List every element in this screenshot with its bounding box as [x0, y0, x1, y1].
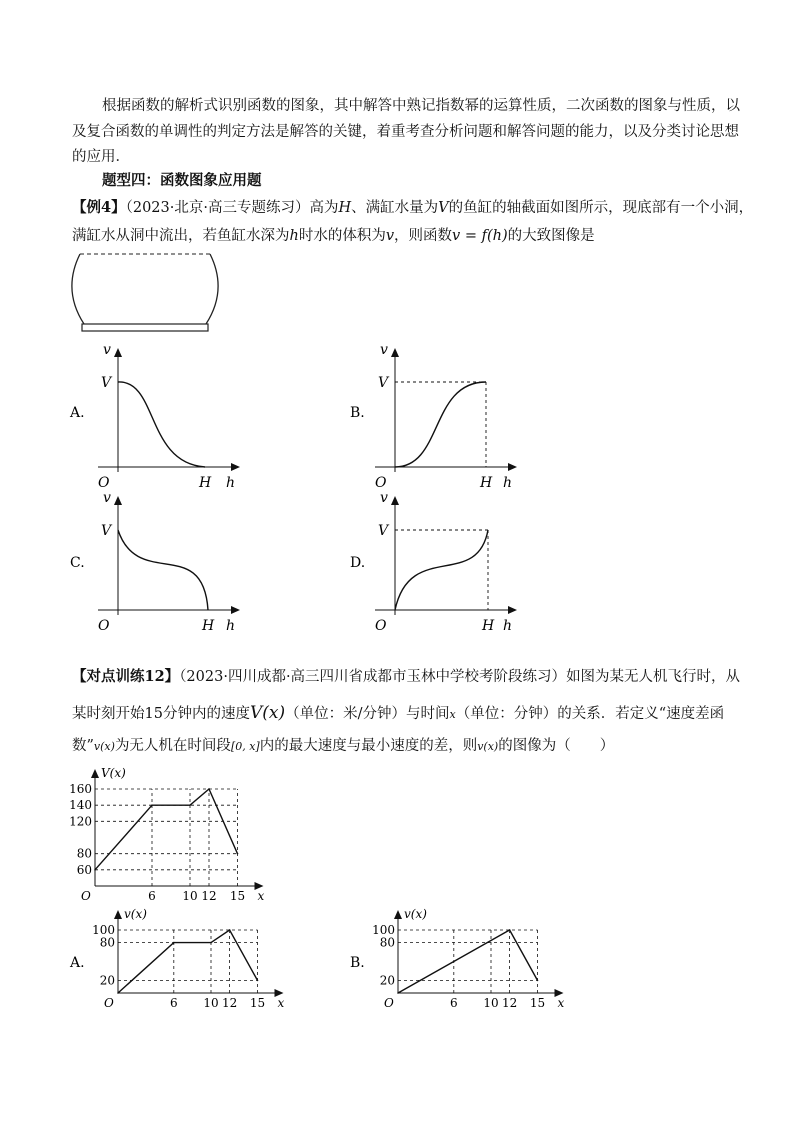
data-point — [189, 804, 191, 806]
intro-line-2: 及复合函数的单调性的判定方法是解答的关键，着重考查分析问题和解答问题的能力，以及分类讨论思想 — [72, 124, 739, 140]
y-axis-label: v — [103, 490, 111, 506]
y-axis-label: v — [103, 342, 111, 358]
y-axis-arrow-icon — [394, 910, 402, 919]
V-of-x: V(x) — [249, 703, 286, 723]
data-point — [229, 929, 231, 931]
x-axis-arrow-icon — [508, 463, 517, 471]
var-x: x — [449, 708, 456, 721]
var-v: v — [385, 228, 395, 244]
x-axis-label: h — [503, 618, 513, 634]
option-letter: B. — [350, 405, 365, 421]
H-tick-label: H — [480, 475, 493, 491]
y-tick-label: 100 — [92, 923, 115, 937]
y-tick-label: 20 — [99, 973, 115, 988]
y-axis-label: v(x) — [124, 907, 147, 921]
example4-text-1b: 、满缸水量为 — [351, 200, 439, 216]
origin-label: O — [98, 618, 110, 634]
example4-source: （2023·北京·高三专题练习） — [125, 200, 310, 216]
data-point — [173, 942, 175, 944]
option-letter: C. — [70, 555, 85, 571]
training12-line-3 — [72, 736, 614, 757]
V-tick-label: V — [101, 375, 112, 391]
x-tick-label: 12 — [221, 996, 238, 1010]
training12-text-3c: 内的最大速度与最小速度的差，则 — [259, 738, 478, 754]
option-curve-a — [118, 382, 205, 467]
H-tick-label: H — [202, 618, 215, 634]
y-axis-label: v — [380, 490, 388, 506]
x-tick-label: 6 — [169, 996, 178, 1010]
x-tick-label: 12 — [201, 889, 217, 903]
y-axis-arrow-icon — [391, 348, 399, 357]
y-axis-arrow-icon — [391, 496, 399, 505]
x-axis-arrow-icon — [231, 606, 240, 614]
training12-text-3d: 的图像为（ ） — [498, 738, 615, 754]
x-tick-label: 15 — [529, 996, 546, 1010]
H-tick-label: H — [482, 618, 495, 634]
y-tick-label: 160 — [69, 782, 92, 796]
x-axis-label: h — [226, 618, 236, 634]
y-tick-label: 120 — [69, 814, 92, 829]
option-curve-c — [118, 530, 208, 610]
training12-line-2 — [72, 703, 724, 725]
example4-line-2 — [72, 226, 595, 246]
x-tick-label: 10 — [203, 996, 219, 1010]
x-axis-arrow-icon — [231, 463, 240, 471]
training12-text-1a: 如图为某无人机飞行时，从 — [566, 669, 741, 685]
training12-source: （2023·四川成都·高三四川省成都市玉林中学校考阶段练习） — [179, 669, 567, 685]
origin-label: O — [375, 475, 387, 491]
y-tick-label: 60 — [76, 862, 92, 877]
example4-option-graphs — [0, 330, 800, 640]
var-h: h — [289, 228, 299, 244]
section-title: 题型四：函数图象应用题 — [102, 172, 262, 189]
data-point — [537, 980, 539, 982]
y-tick-label: 80 — [379, 935, 395, 950]
series-line — [398, 930, 538, 993]
x-tick-label: 6 — [449, 996, 458, 1010]
data-point — [257, 980, 259, 982]
origin-label: O — [98, 475, 110, 491]
example4-text-2d: 的大致图像是 — [507, 228, 595, 244]
data-point — [151, 804, 153, 806]
y-tick-label: 100 — [372, 923, 395, 937]
option-curve-d — [395, 530, 488, 610]
option-letter: A. — [70, 405, 85, 421]
example4-text-1c: 的鱼缸的轴截面如图所示，现底部有一个小洞， — [448, 200, 754, 216]
data-point — [208, 788, 210, 790]
training12-text-3a: 数” — [72, 738, 94, 754]
training12-text-2b: （单位：米/分钟）与时间 — [285, 706, 450, 722]
option-charts — [0, 900, 800, 1015]
example4-text-2a: 满缸水从洞中流出，若鱼缸水深为 — [72, 228, 290, 244]
data-point — [210, 942, 212, 944]
example4-text-2b: 时水的体积为 — [298, 228, 386, 244]
x-tick-label: 15 — [229, 889, 246, 903]
y-tick-label: 80 — [99, 935, 115, 950]
origin-label: O — [104, 996, 114, 1010]
var-V: V — [438, 200, 449, 216]
y-tick-label: 140 — [69, 798, 92, 813]
fish-tank-diagram — [70, 250, 220, 335]
y-axis-arrow-icon — [91, 769, 99, 778]
data-point — [94, 869, 96, 871]
function-v-f-h: v = f(h) — [452, 228, 508, 244]
example4-line-1 — [72, 198, 753, 218]
x-axis-arrow-icon — [508, 606, 517, 614]
option-letter: A. — [70, 955, 85, 971]
option-letter: D. — [350, 555, 366, 571]
y-axis-label: v(x) — [404, 907, 427, 921]
x-axis-label: x — [277, 996, 285, 1010]
v-of-x-2: v(x) — [477, 740, 499, 753]
H-tick-label: H — [199, 475, 212, 491]
x-tick-label: 6 — [148, 889, 156, 903]
training12-text-2c: （单位：分钟）的关系．若定义“速度差函 — [455, 706, 725, 722]
x-axis-label: x — [557, 996, 565, 1010]
training12-line-1 — [72, 667, 740, 687]
interval: [0, x] — [230, 740, 260, 753]
data-point — [117, 992, 119, 994]
example4-text-2c: ，则函数 — [394, 228, 453, 244]
velocity-chart — [0, 760, 800, 903]
example4-text-1a: 高为 — [309, 200, 339, 216]
training12-text-2a: 某时刻开始15分钟内的速度 — [72, 706, 250, 722]
y-axis-label: V(x) — [101, 766, 126, 780]
option-curve-b — [395, 382, 486, 467]
y-axis-arrow-icon — [114, 496, 122, 505]
origin-label: O — [384, 996, 394, 1010]
y-tick-label: 20 — [379, 973, 395, 988]
y-tick-label: 80 — [76, 846, 92, 861]
x-tick-label: 12 — [501, 996, 518, 1010]
origin-label: O — [81, 889, 91, 903]
intro-line-1: 根据函数的解析式识别函数的图象，其中解答中熟记指数幂的运算性质，二次函数的图象与性质，以 — [102, 98, 740, 114]
data-point — [237, 853, 239, 855]
V-tick-label: V — [101, 523, 112, 539]
x-tick-label: 10 — [483, 996, 499, 1010]
x-tick-label: 10 — [182, 889, 198, 903]
y-axis-label: v — [380, 342, 388, 358]
x-tick-label: 15 — [249, 996, 266, 1010]
y-axis-arrow-icon — [114, 910, 122, 919]
y-axis-arrow-icon — [114, 348, 122, 357]
series-line — [95, 789, 238, 870]
v-of-x-1: v(x) — [93, 740, 115, 753]
data-point — [397, 992, 399, 994]
example4-tag: 【例4】 — [72, 199, 126, 216]
origin-label: O — [375, 618, 387, 634]
option-letter: B. — [350, 955, 365, 971]
V-tick-label: V — [378, 375, 389, 391]
V-tick-label: V — [378, 523, 389, 539]
x-axis-label: h — [503, 475, 513, 491]
data-point — [509, 929, 511, 931]
series-line — [118, 930, 258, 993]
x-axis-label: x — [257, 889, 265, 903]
var-H: H — [338, 200, 352, 216]
intro-line-3: 的应用． — [72, 149, 130, 165]
training12-text-3b: 为无人机在时间段 — [114, 738, 231, 754]
training12-tag: 【对点训练12】 — [72, 668, 180, 685]
x-axis-label: h — [226, 475, 236, 491]
